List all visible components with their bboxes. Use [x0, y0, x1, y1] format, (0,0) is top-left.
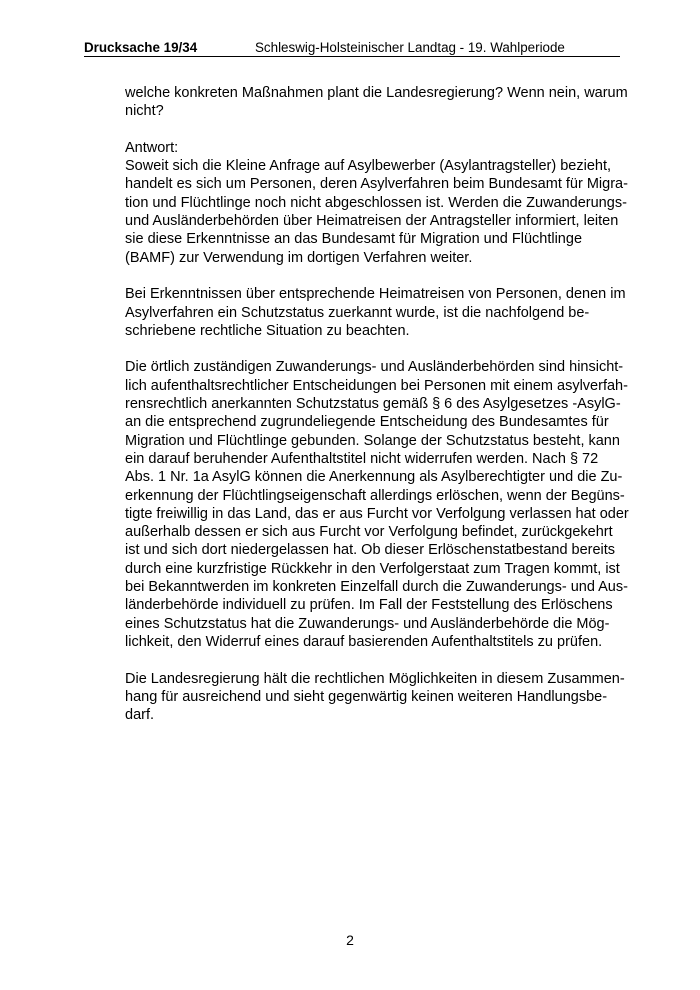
text-line: lichkeit, den Widerruf eines darauf basierenden Aufenthaltstitels zu prüfen.: [125, 633, 603, 650]
document-number: Drucksache 19/34: [84, 40, 198, 55]
text-line: tion und Flüchtlinge noch nicht abgeschlossen ist. Werden die Zuwanderungs-: [125, 194, 627, 211]
text-line: darf.: [125, 707, 155, 724]
text-line: Asylverfahren ein Schutzstatus zuerkannt wurde, ist die nachfolgend be-: [125, 304, 590, 321]
text-line: außerhalb dessen er sich aus Furcht vor Verfolgung befindet, zurückgekehrt: [125, 524, 613, 541]
text-line: handelt es sich um Personen, deren Asylverfahren beim Bundesamt für Migra-: [125, 176, 628, 193]
text-line: rensrechtlich anerkannten Schutzstatus gemäß § 6 des Asylgesetzes -AsylG-: [125, 396, 621, 413]
text-line: (BAMF) zur Verwendung im dortigen Verfahren weiter.: [125, 249, 473, 266]
text-line: eines Schutzstatus hat die Zuwanderungs- und Ausländerbehörde die Mög-: [125, 615, 610, 632]
text-line: bei Bekanntwerden im konkreten Einzelfall durch die Zuwanderungs- und Aus-: [125, 579, 628, 596]
text-line: Bei Erkenntnissen über entsprechende Heimatreisen von Personen, denen im: [125, 286, 626, 303]
text-line: ist und sich dort niedergelassen hat. Ob dieser Erlöschenstatbestand bereits: [125, 542, 616, 559]
protection-status-paragraph: [125, 285, 625, 340]
text-line: durch eine kurzfristige Rückkehr in den Verfolgerstaat zum Tragen kommt, ist: [125, 560, 620, 577]
text-line: nicht?: [125, 103, 164, 120]
text-line: welche konkreten Maßnahmen plant die Landesregierung? Wenn nein, warum: [125, 85, 628, 101]
page-header: [84, 36, 620, 57]
parliament-title: Schleswig-Holsteinischer Landtag - 19. Wahlperiode: [255, 40, 565, 55]
text-line: Die örtlich zuständigen Zuwanderungs- und Ausländerbehörden sind hinsicht-: [125, 359, 624, 376]
text-line: lich aufenthaltsrechtlicher Entscheidungen bei Personen mit einem asylverfah-: [125, 377, 628, 394]
text-line: Soweit sich die Kleine Anfrage auf Asylbewerber (Asylantragsteller) bezieht,: [125, 158, 612, 175]
text-line: Die Landesregierung hält die rechtlichen Möglichkeiten in diesem Zusammen-: [125, 670, 625, 687]
text-line: erkennung der Flüchtlingseigenschaft allerdings erlöschen, wenn der Begüns-: [125, 487, 625, 504]
conclusion-paragraph: [125, 670, 625, 725]
text-line: und Ausländerbehörden über Heimatreisen der Antragsteller informiert, leiten: [125, 213, 619, 230]
text-line: ein darauf beruhender Aufenthaltstitel nicht widerrufen werden. Nach § 72: [125, 450, 599, 467]
text-line: Migration und Flüchtlinge gebunden. Solange der Schutzstatus besteht, kann: [125, 432, 620, 449]
legal-situation-paragraph: [125, 358, 629, 651]
text-line: sie diese Erkenntnisse an das Bundesamt für Migration und Flüchtlinge: [125, 231, 583, 248]
page-number: 2: [346, 932, 354, 948]
text-line: Abs. 1 Nr. 1a AsylG können die Anerkennung als Asylberechtigter und die Zu-: [125, 469, 623, 486]
document-body: [125, 84, 629, 743]
question-continuation-paragraph: [125, 84, 628, 121]
text-line: hang für ausreichend und sieht gegenwärtig keinen weiteren Handlungsbe-: [125, 688, 608, 705]
answer-paragraph: [125, 139, 628, 267]
text-line: an die entsprechend zugrundeliegende Entscheidung des Bundesamtes für: [125, 414, 609, 431]
text-line: schriebene rechtliche Situation zu beachten.: [125, 322, 410, 339]
answer-label: Antwort:: [125, 139, 179, 156]
text-line: tigte freiwillig in das Land, das er aus Furcht vor Verfolgung verlassen hat oder: [125, 505, 629, 522]
text-line: länderbehörde individuell zu prüfen. Im Fall der Feststellung des Erlöschens: [125, 597, 613, 614]
